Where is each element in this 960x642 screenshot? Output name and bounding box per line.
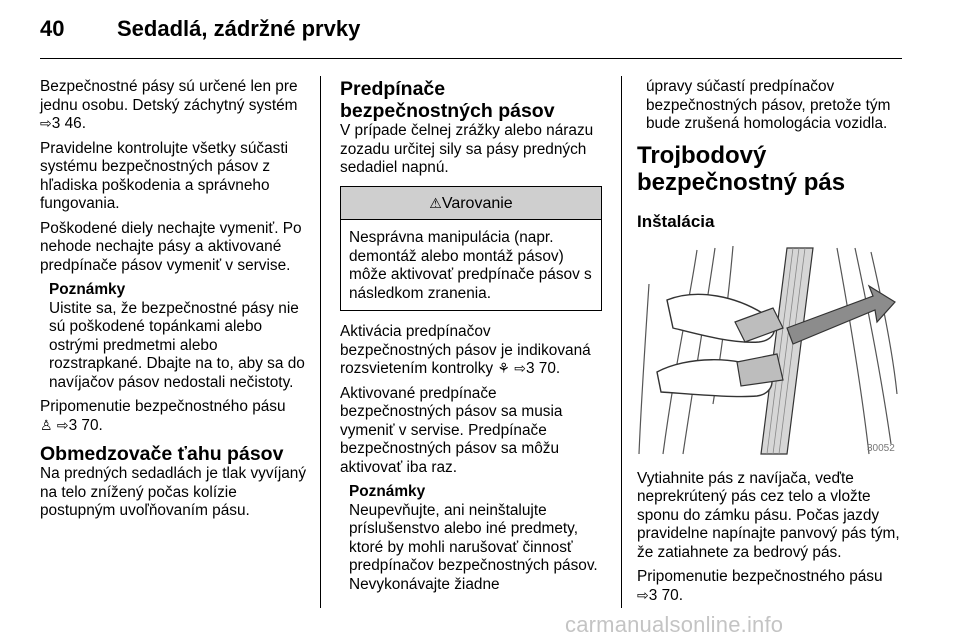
warning-box [340, 186, 602, 312]
paragraph: Pripomenutie bezpečnostného pásu ⇨3 70. [637, 568, 883, 604]
warning-body: Nesprávna manipulácia (napr. demontáž alebo montáž pásov) môže aktivovať predpínače pásov s následkom zranenia. [349, 229, 592, 302]
paragraph: Bezpečnostné pásy sú určené len pre jednu osobu. Detský záchytný systém ⇨3 46. [40, 78, 298, 132]
note-heading: Poznámky [349, 483, 426, 500]
page-number: 40 [40, 16, 65, 41]
section-heading: Obmedzovače ťahu pásov [40, 443, 284, 465]
note-body: Neupevňujte, ani neinštalujte príslušenstvo alebo iné predmety, ktoré by mohli narušovať činnosť predpínačov bezpečnostných pásov. Nevykonávajte žiadne [349, 501, 598, 593]
note-block [340, 483, 602, 594]
page-reference: 3 70. [525, 360, 561, 377]
column-divider-2 [621, 76, 622, 608]
note-heading: Poznámky [49, 281, 126, 298]
airbag-warning-light-icon: ⚘ [497, 361, 510, 377]
seatbelt-reminder-icon: ♙ [40, 417, 53, 434]
page-reference: 3 70. [648, 586, 683, 604]
paragraph: Pripomenutie bezpečnostného pásu ♙ ⇨3 70. [40, 398, 286, 434]
column-divider-1 [320, 76, 321, 608]
note-body: Uistite sa, že bezpečnostné pásy nie sú poškodené topánkami alebo ostrými predmetmi alebo rozstrapkané. Dbajte na to, aby sa do navíjačov pásov nedostali nečistoty. [49, 299, 305, 391]
reference-arrow-icon: ⇨ [637, 587, 649, 604]
page-reference: 3 46. [51, 115, 86, 132]
paragraph: Poškodené diely nechajte vymeniť. Po nehode nechajte pásy a aktivované predpínače pásov vymeniť v servise. [40, 219, 302, 274]
warning-header: ⚠Varovanie [341, 187, 601, 221]
reference-arrow-icon: ⇨ [514, 361, 526, 377]
reference-arrow-icon: ⇨ [40, 116, 52, 132]
paragraph: úpravy súčastí predpínačov bezpečnostných pásov, pretože tým bude zrušená homologácia vozidla. [646, 78, 891, 132]
paragraph: V prípade čelnej zrážky alebo nárazu zozadu určitej sily sa pásy predných sedadiel napnú. [340, 122, 594, 176]
column-1 [40, 78, 308, 527]
paragraph: Vytiahnite pás z navíjača, veďte neprekrútený pás cez telo a vložte sponu do zámku pásu. Počas jazdy pravidelne napínajte panvový pás tým, že zatiahnete za bedrový pás. [637, 469, 900, 561]
subsection-heading: Inštalácia [637, 211, 715, 231]
figure-id: 30052 [867, 442, 895, 454]
header-rule [40, 58, 902, 59]
section-heading: Trojbodový bezpečnostný pás [637, 141, 846, 196]
paragraph: Pravidelne kontrolujte všetky súčasti systému bezpečnostných pásov z hľadiska poškodenia a správneho fungovania. [40, 139, 289, 212]
watermark: carmanualsonline.info [565, 612, 784, 637]
page-reference: 3 70. [68, 416, 103, 434]
warning-triangle-icon: ⚠ [429, 195, 442, 212]
seatbelt-fastening-illustration [637, 244, 899, 456]
section-heading: Predpínače bezpečnostných pásov [340, 78, 555, 122]
paragraph: Aktivované predpínače bezpečnostných pásov sa musia vymeniť v servise. Predpínače bezpečnostných pásov sa môžu aktivovať iba raz. [340, 384, 563, 476]
column-3 [637, 78, 903, 611]
note-block [40, 281, 308, 392]
paragraph: Aktivácia predpínačov bezpečnostných pásov je indikovaná rozsvietením kontrolky ⚘ ⇨3 70. [340, 323, 591, 377]
page-title: Sedadlá, zádržné prvky [117, 16, 361, 41]
reference-arrow-icon: ⇨ [56, 417, 69, 434]
paragraph: Na predných sedadlách je tlak vyvíjaný na telo znížený počas kolízie postupným uvoľňovaním pásu. [40, 465, 307, 519]
column-2 [340, 78, 602, 600]
